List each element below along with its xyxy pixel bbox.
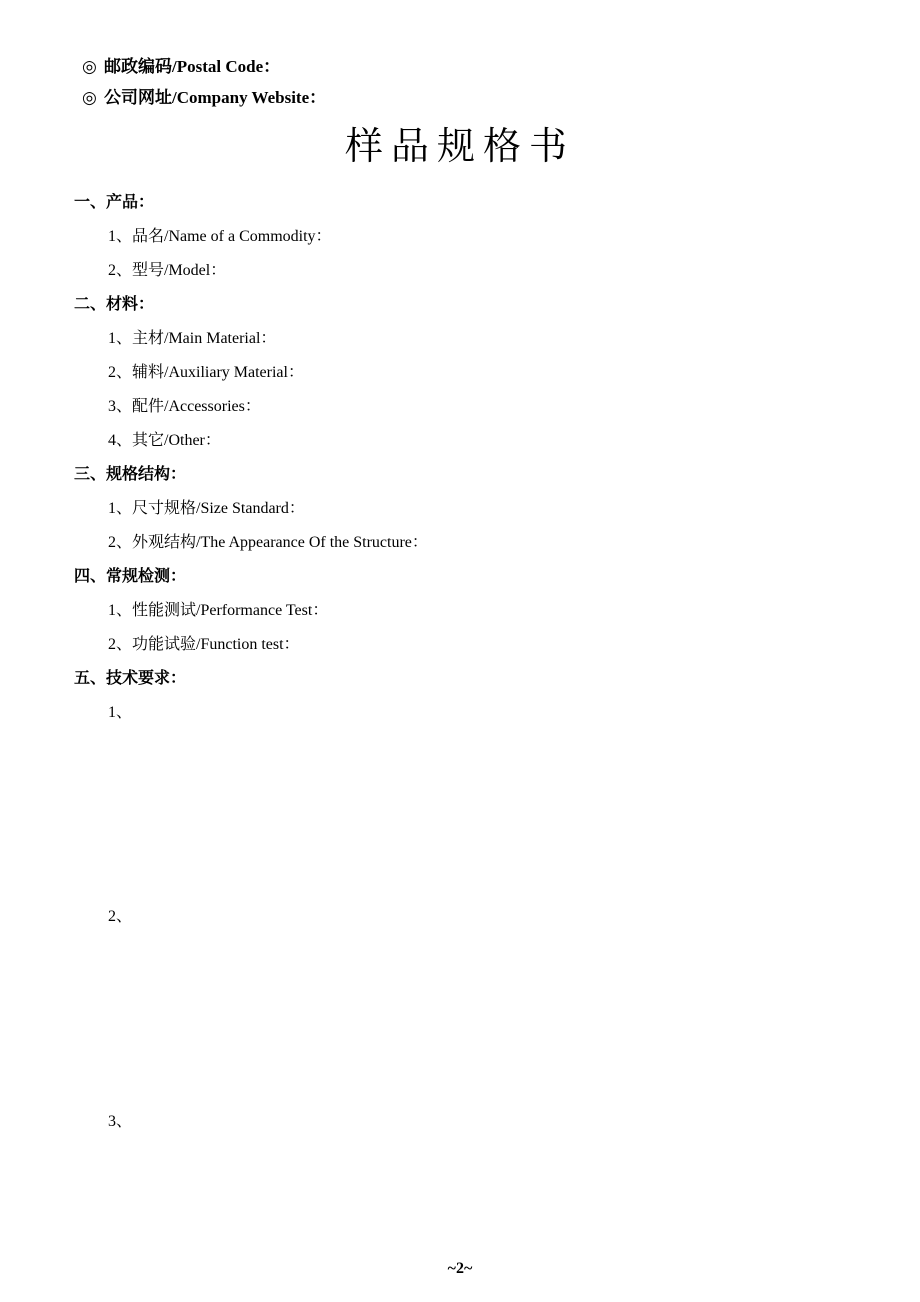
item-requirement-3: 3、	[108, 1113, 133, 1130]
item-performance-test: 1、性能测试/Performance Test：	[108, 602, 329, 619]
item-requirement-1: 1、	[108, 704, 133, 721]
section-heading-material: 二、材料：	[74, 296, 155, 313]
postal-code-line	[82, 52, 280, 77]
item-other: 4、其它/Other：	[108, 432, 221, 449]
document-title: 样品规格书	[344, 126, 575, 168]
postal-code-label: 邮政编码/Postal Code：	[104, 57, 281, 76]
item-accessories: 3、配件/Accessories：	[108, 398, 261, 415]
company-website-line	[82, 83, 326, 108]
company-website-label: 公司网址/Company Website：	[104, 88, 327, 107]
item-commodity-name: 1、品名/Name of a Commodity：	[108, 228, 332, 245]
item-auxiliary-material: 2、辅料/Auxiliary Material：	[108, 364, 304, 381]
item-requirement-2: 2、	[108, 908, 133, 925]
item-function-test: 2、功能试验/Function test：	[108, 636, 300, 653]
item-size-standard: 1、尺寸规格/Size Standard：	[108, 500, 305, 517]
double-circle-icon: ◎	[82, 57, 97, 76]
section-heading-technical-requirements: 五、技术要求：	[74, 670, 187, 687]
item-appearance-structure: 2、外观结构/The Appearance Of the Structure：	[108, 534, 428, 551]
section-heading-product: 一、产品：	[74, 194, 155, 211]
item-model: 2、型号/Model：	[108, 262, 227, 279]
page-number: ~2~	[447, 1260, 473, 1277]
item-main-material: 1、主材/Main Material：	[108, 330, 277, 347]
section-heading-structure: 三、规格结构：	[74, 466, 187, 483]
section-heading-testing: 四、常规检测：	[74, 568, 187, 585]
double-circle-icon: ◎	[82, 88, 97, 107]
